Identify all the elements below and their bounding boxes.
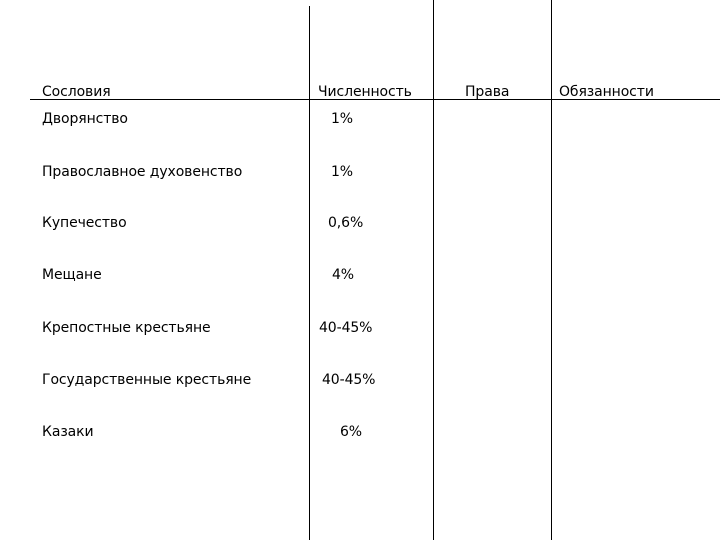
header-estates: Сословия xyxy=(42,84,111,100)
population-value: 6% xyxy=(340,424,363,440)
column-divider-population xyxy=(309,6,310,540)
column-divider-duties xyxy=(551,0,552,540)
estate-name: Мещане xyxy=(42,267,102,283)
estate-name: Дворянство xyxy=(42,111,128,127)
header-population: Численность xyxy=(318,84,412,100)
population-value: 40-45% xyxy=(322,372,376,388)
population-value: 4% xyxy=(332,267,355,283)
estate-name: Купечество xyxy=(42,215,127,231)
header-rights: Права xyxy=(465,84,510,100)
header-duties: Обязанности xyxy=(559,84,654,100)
column-divider-rights xyxy=(433,0,434,540)
estate-name: Крепостные крестьяне xyxy=(42,320,211,336)
estate-name: Православное духовенство xyxy=(42,164,243,180)
population-value: 1% xyxy=(331,164,354,180)
population-value: 0,6% xyxy=(328,215,364,231)
estate-name: Казаки xyxy=(42,424,94,440)
population-value: 40-45% xyxy=(319,320,373,336)
estate-name: Государственные крестьяне xyxy=(42,372,252,388)
population-value: 1% xyxy=(331,111,354,127)
